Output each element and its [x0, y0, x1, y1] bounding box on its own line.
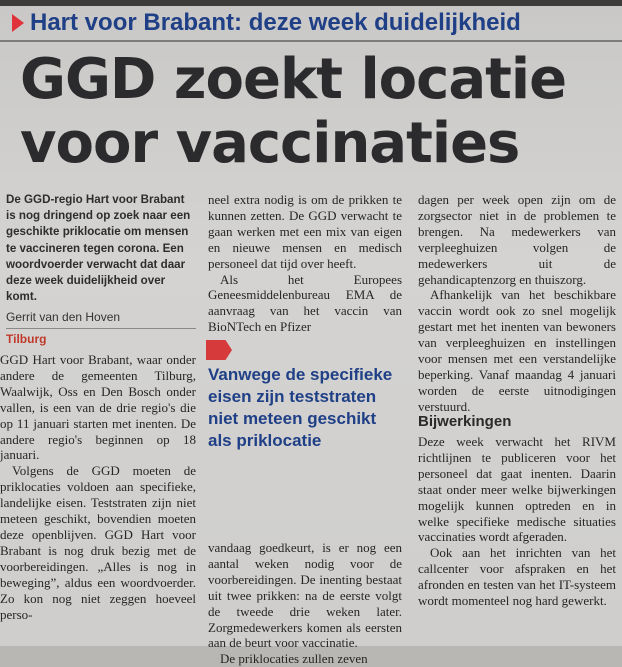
paragraph: Als het Europees Geneesmiddelenbureau EMA de aanvraag van het vaccin van BioNTech en Pfizer	[208, 271, 402, 335]
pull-quote: Vanwege de specifieke eisen zijn teststraten niet meteen geschikt als priklocatie	[208, 365, 393, 450]
column-3-bottom	[418, 434, 616, 609]
headline-line-2: voor vaccinaties	[20, 111, 520, 176]
headline-line-1: GGD zoekt locatie	[20, 47, 567, 112]
divider	[6, 328, 196, 329]
paragraph: neel extra nodig is om de prikken te kunnen zetten. De GGD verwacht te gaan werken met een mix van eigen en nieuwe mensen en medisch personeel dat tijd over heeft.	[208, 192, 402, 271]
column-3-top	[418, 192, 616, 415]
paragraph: De priklocaties zullen zeven	[220, 651, 368, 667]
paragraph: Volgens de GGD moeten de priklocaties voldoen aan specifieke, landelijke eisen. Teststraten zijn niet meteen geschikt, bovendien moeten deze openblijven. GGD Hart voor Brabant is nog druk bezig met de voorbereidingen. „Alles is nog in beweging”, aldus een woordvoerder. Zo kon nog niet zeggen hoeveel perso-	[0, 463, 196, 622]
column-1	[0, 352, 196, 622]
paragraph: Ook aan het inrichten van het callcenter voor afspraken en het afronden en testen van het IT-systeem wordt momenteel nog hard gewerkt.	[418, 545, 616, 609]
paragraph: Deze week verwacht het RIVM richtlijnen te publiceren voor het personeel dat gaat inenten. Daarin staat onder meer welke bijwerkingen mogelijk kunnen optreden en in welke specifieke medische situaties vaccinaties wordt afgeraden.	[418, 434, 616, 545]
paragraph: GGD Hart voor Brabant, waar onder andere de gemeenten Tilburg, Waalwijk, Oss en Den Bosch onder vallen, is een van de drie regio's die op 11 januari starten met inenten. De andere regio's beginnen op 18 januari.	[0, 352, 196, 463]
column-2-top	[208, 192, 402, 335]
paragraph: dagen per week open zijn om de zorgsector niet in de problemen te brengen. Na medewerkers van verpleeghuizen volgen de medewerkers uit de gehandicaptenzorg en thuiszorg.	[418, 192, 616, 287]
column-2-bottom	[208, 540, 402, 667]
divider	[0, 40, 622, 42]
paragraph: Afhankelijk van het beschikbare vaccin wordt ook zo snel mogelijk gestart met het inenten van bewoners van verpleeghuizen en instellingen voor mensen met een verstandelijke beperking. Vanaf maandag 4 januari worden de eerste uitnodigingen verstuurd.	[418, 287, 616, 414]
top-bar	[0, 0, 622, 6]
rubric-text: Hart voor Brabant: deze week duidelijkheid	[30, 9, 521, 36]
dateline: Tilburg	[6, 332, 47, 346]
triangle-icon	[12, 14, 24, 32]
byline: Gerrit van den Hoven	[6, 310, 121, 324]
rubric	[12, 8, 521, 38]
intro-paragraph: De GGD-regio Hart voor Brabant is nog dringend op zoek naar een geschikte priklocatie om mensen te vaccineren tegen corona. Een woordvoerder verwacht dat daar deze week duidelijkheid over komt.	[6, 193, 191, 304]
subheading: Bijwerkingen	[418, 413, 512, 430]
quote-marker-icon	[206, 340, 232, 360]
paragraph: vandaag goedkeurt, is er nog een aantal weken nodig voor de voorbereidingen. De inenting bestaat uit twee prikken: na de eerste volgt de tweede drie weken later. Zorgmedewerkers komen als eersten aan de beurt voor vaccinatie.	[208, 540, 402, 651]
headline	[20, 48, 620, 176]
